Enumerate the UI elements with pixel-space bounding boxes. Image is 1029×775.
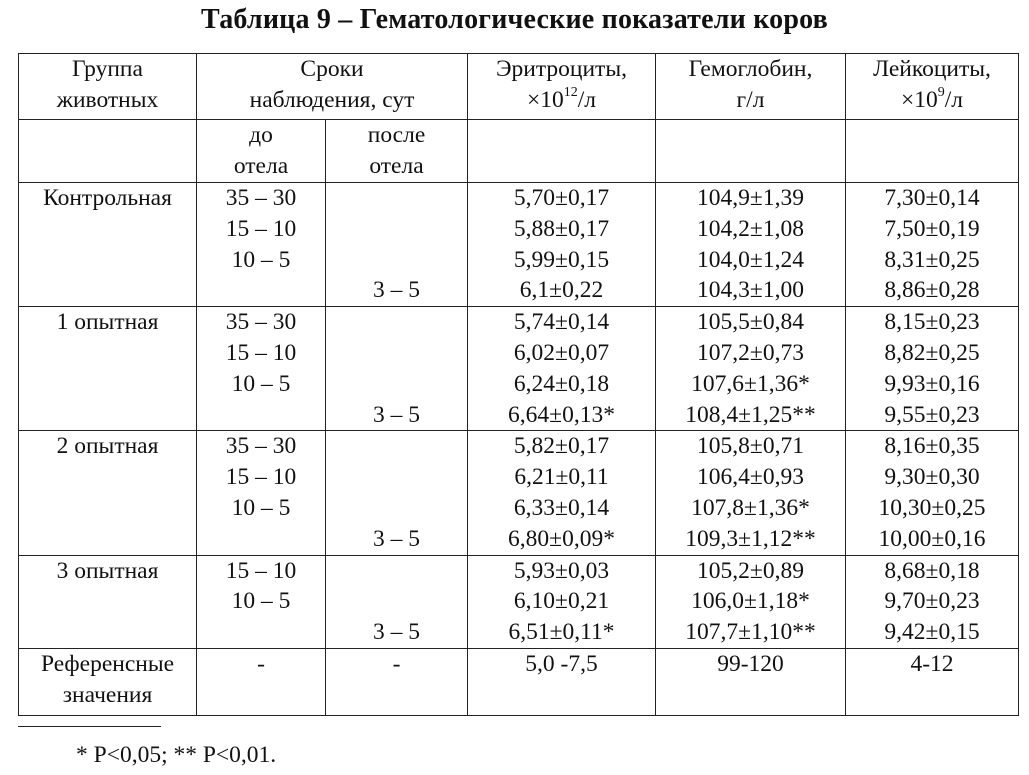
footnote: * P<0,05; ** P<0,01.	[76, 742, 277, 768]
hemoglobin-value: 107,7±1,10**	[685, 619, 816, 646]
erythrocytes-value-cell	[468, 183, 656, 307]
before-calving-period	[197, 524, 325, 555]
leukocytes-value: 8,82±0,25	[884, 339, 980, 366]
after-calving-period	[326, 338, 467, 369]
leukocytes-value-cell	[846, 431, 1019, 555]
group-name-cell	[19, 183, 197, 307]
after-calving-period	[326, 493, 467, 524]
before-calving-period: 35 – 30	[225, 309, 297, 336]
group-name: 1 опытная	[56, 309, 159, 336]
erythrocytes-value: 6,80±0,09*	[508, 525, 615, 552]
leukocytes-value: 9,93±0,16	[884, 370, 980, 397]
before-calving-period: 35 – 30	[225, 185, 297, 211]
leukocytes-value-cell	[846, 183, 1019, 307]
header-leukocytes: Лейкоциты, $\times 10^9/л$	[846, 54, 1019, 120]
erythrocytes-value: 5,82±0,17	[513, 433, 610, 460]
header-hemoglobin: Гемоглобин, г/л	[656, 54, 846, 120]
before-calving-period	[197, 617, 325, 648]
erythrocytes-value: 5,70±0,17	[513, 185, 610, 211]
hemoglobin-value-cell	[656, 555, 846, 648]
leukocytes-value: 8,86±0,28	[884, 277, 980, 304]
group-row	[19, 431, 1019, 555]
after-calving-period: 3 – 5	[373, 401, 420, 428]
leukocytes-value: 8,16±0,35	[884, 433, 980, 460]
erythrocytes-value: 6,24±0,18	[513, 370, 610, 397]
group-name-cell	[19, 307, 197, 431]
leukocytes-value: 10,30±0,25	[878, 494, 986, 521]
header-erythrocytes: Эритроциты, $\times 10^{12}/л$	[468, 54, 656, 120]
hemoglobin-value: 105,2±0,89	[697, 557, 804, 584]
leukocytes-value: 9,55±0,23	[884, 401, 980, 428]
erythrocytes-value: 6,1±0,22	[519, 277, 604, 304]
hemoglobin-value: 108,4±1,25**	[685, 401, 816, 428]
before-calving-period-cell	[197, 431, 326, 555]
before-calving-period: 10 – 5	[231, 588, 291, 615]
reference-after: -	[326, 648, 468, 715]
hemoglobin-value: 104,9±1,39	[697, 185, 804, 211]
before-calving-period	[197, 400, 325, 431]
subheader-after-calving: после отела	[326, 120, 468, 183]
group-name-cell	[19, 555, 197, 648]
after-calving-period	[326, 245, 467, 276]
after-calving-period	[326, 307, 467, 338]
leukocytes-value: 7,30±0,14	[884, 185, 980, 211]
erythrocytes-value-cell	[468, 431, 656, 555]
hemoglobin-value-cell	[656, 431, 846, 555]
after-calving-period	[326, 556, 467, 587]
after-calving-period-cell	[326, 431, 468, 555]
table-title: Таблица 9 – Гематологические показатели коров	[201, 4, 828, 35]
after-calving-period	[326, 214, 467, 245]
subheader-empty	[19, 120, 197, 183]
leukocytes-value-cell	[846, 307, 1019, 431]
header-period: Сроки наблюдения, сут	[197, 54, 468, 120]
hemoglobin-value: 105,8±0,71	[697, 433, 804, 460]
leukocytes-value: 9,30±0,30	[884, 464, 980, 491]
leukocytes-value: 7,50±0,19	[884, 215, 980, 242]
reference-leukocytes: 4-12	[846, 648, 1019, 715]
header-group: Группа животных	[19, 54, 197, 120]
leukocytes-value: 10,00±0,16	[878, 525, 986, 552]
after-calving-period	[326, 462, 467, 493]
reference-before: -	[197, 648, 326, 715]
after-calving-period	[326, 586, 467, 617]
hemoglobin-value: 104,3±1,00	[697, 277, 804, 304]
erythrocytes-value-cell	[468, 307, 656, 431]
after-calving-period: 3 – 5	[373, 619, 420, 646]
after-calving-period	[326, 183, 467, 214]
erythrocytes-value: 6,33±0,14	[513, 494, 610, 521]
reference-label: Референсные значения	[19, 648, 197, 715]
header-row	[19, 54, 1019, 120]
group-name: Контрольная	[43, 185, 172, 211]
subheader-empty	[468, 120, 656, 183]
leukocytes-value-cell	[846, 555, 1019, 648]
after-calving-period: 3 – 5	[373, 525, 420, 552]
hemoglobin-value: 109,3±1,12**	[685, 525, 816, 552]
before-calving-period: 10 – 5	[231, 370, 291, 397]
subheader-row	[19, 120, 1019, 183]
hematology-table	[18, 53, 1019, 716]
after-calving-period-cell	[326, 555, 468, 648]
reference-row	[19, 648, 1019, 715]
after-calving-period	[326, 369, 467, 400]
after-calving-period	[326, 431, 467, 462]
erythrocytes-value: 5,99±0,15	[513, 246, 610, 273]
group-name-cell	[19, 431, 197, 555]
erythrocytes-value: 6,21±0,11	[514, 464, 609, 491]
hemoglobin-value-cell	[656, 183, 846, 307]
hemoglobin-value: 106,4±0,93	[697, 464, 804, 491]
after-calving-period-cell	[326, 183, 468, 307]
hemoglobin-value: 105,5±0,84	[697, 309, 804, 336]
erythrocytes-value-cell	[468, 555, 656, 648]
hemoglobin-value: 104,2±1,08	[697, 215, 804, 242]
subheader-empty	[846, 120, 1019, 183]
group-row	[19, 555, 1019, 648]
group-name: 2 опытная	[56, 433, 159, 460]
leukocytes-value: 9,70±0,23	[884, 588, 980, 615]
hemoglobin-value: 107,6±1,36*	[691, 370, 810, 397]
erythrocytes-value: 6,51±0,11*	[508, 619, 615, 646]
hemoglobin-value: 104,0±1,24	[697, 246, 804, 273]
erythrocytes-value: 6,02±0,07	[513, 339, 610, 366]
before-calving-period: 35 – 30	[225, 433, 297, 460]
erythrocytes-value: 5,88±0,17	[513, 215, 610, 242]
hemoglobin-value: 106,0±1,18*	[691, 588, 810, 615]
subheader-empty	[656, 120, 846, 183]
before-calving-period-cell	[197, 307, 326, 431]
before-calving-period-cell	[197, 183, 326, 307]
before-calving-period-cell	[197, 555, 326, 648]
reference-hemoglobin: 99-120	[656, 648, 846, 715]
subheader-before-calving: до отела	[197, 120, 326, 183]
reference-erythrocytes: 5,0 -7,5	[468, 648, 656, 715]
before-calving-period: 10 – 5	[231, 246, 291, 273]
leukocytes-value: 9,42±0,15	[884, 619, 980, 646]
group-row	[19, 183, 1019, 307]
group-row	[19, 307, 1019, 431]
after-calving-period-cell	[326, 307, 468, 431]
erythrocytes-value: 5,74±0,14	[513, 309, 610, 336]
erythrocytes-value: 6,64±0,13*	[508, 401, 615, 428]
leukocytes-value: 8,15±0,23	[884, 309, 980, 336]
after-calving-period: 3 – 5	[373, 277, 420, 304]
hemoglobin-value-cell	[656, 307, 846, 431]
before-calving-period: 15 – 10	[225, 464, 297, 491]
before-calving-period: 10 – 5	[231, 494, 291, 521]
erythrocytes-value: 5,93±0,03	[513, 557, 610, 584]
footnote-divider	[18, 726, 161, 727]
hemoglobin-value: 107,2±0,73	[697, 339, 804, 366]
erythrocytes-value: 6,10±0,21	[513, 588, 610, 615]
hemoglobin-value: 107,8±1,36*	[691, 494, 810, 521]
group-name: 3 опытная	[56, 557, 159, 584]
leukocytes-value: 8,68±0,18	[884, 557, 980, 584]
leukocytes-value: 8,31±0,25	[884, 246, 980, 273]
before-calving-period	[197, 275, 325, 306]
before-calving-period: 15 – 10	[225, 557, 297, 584]
before-calving-period: 15 – 10	[225, 215, 297, 242]
before-calving-period: 15 – 10	[225, 339, 297, 366]
